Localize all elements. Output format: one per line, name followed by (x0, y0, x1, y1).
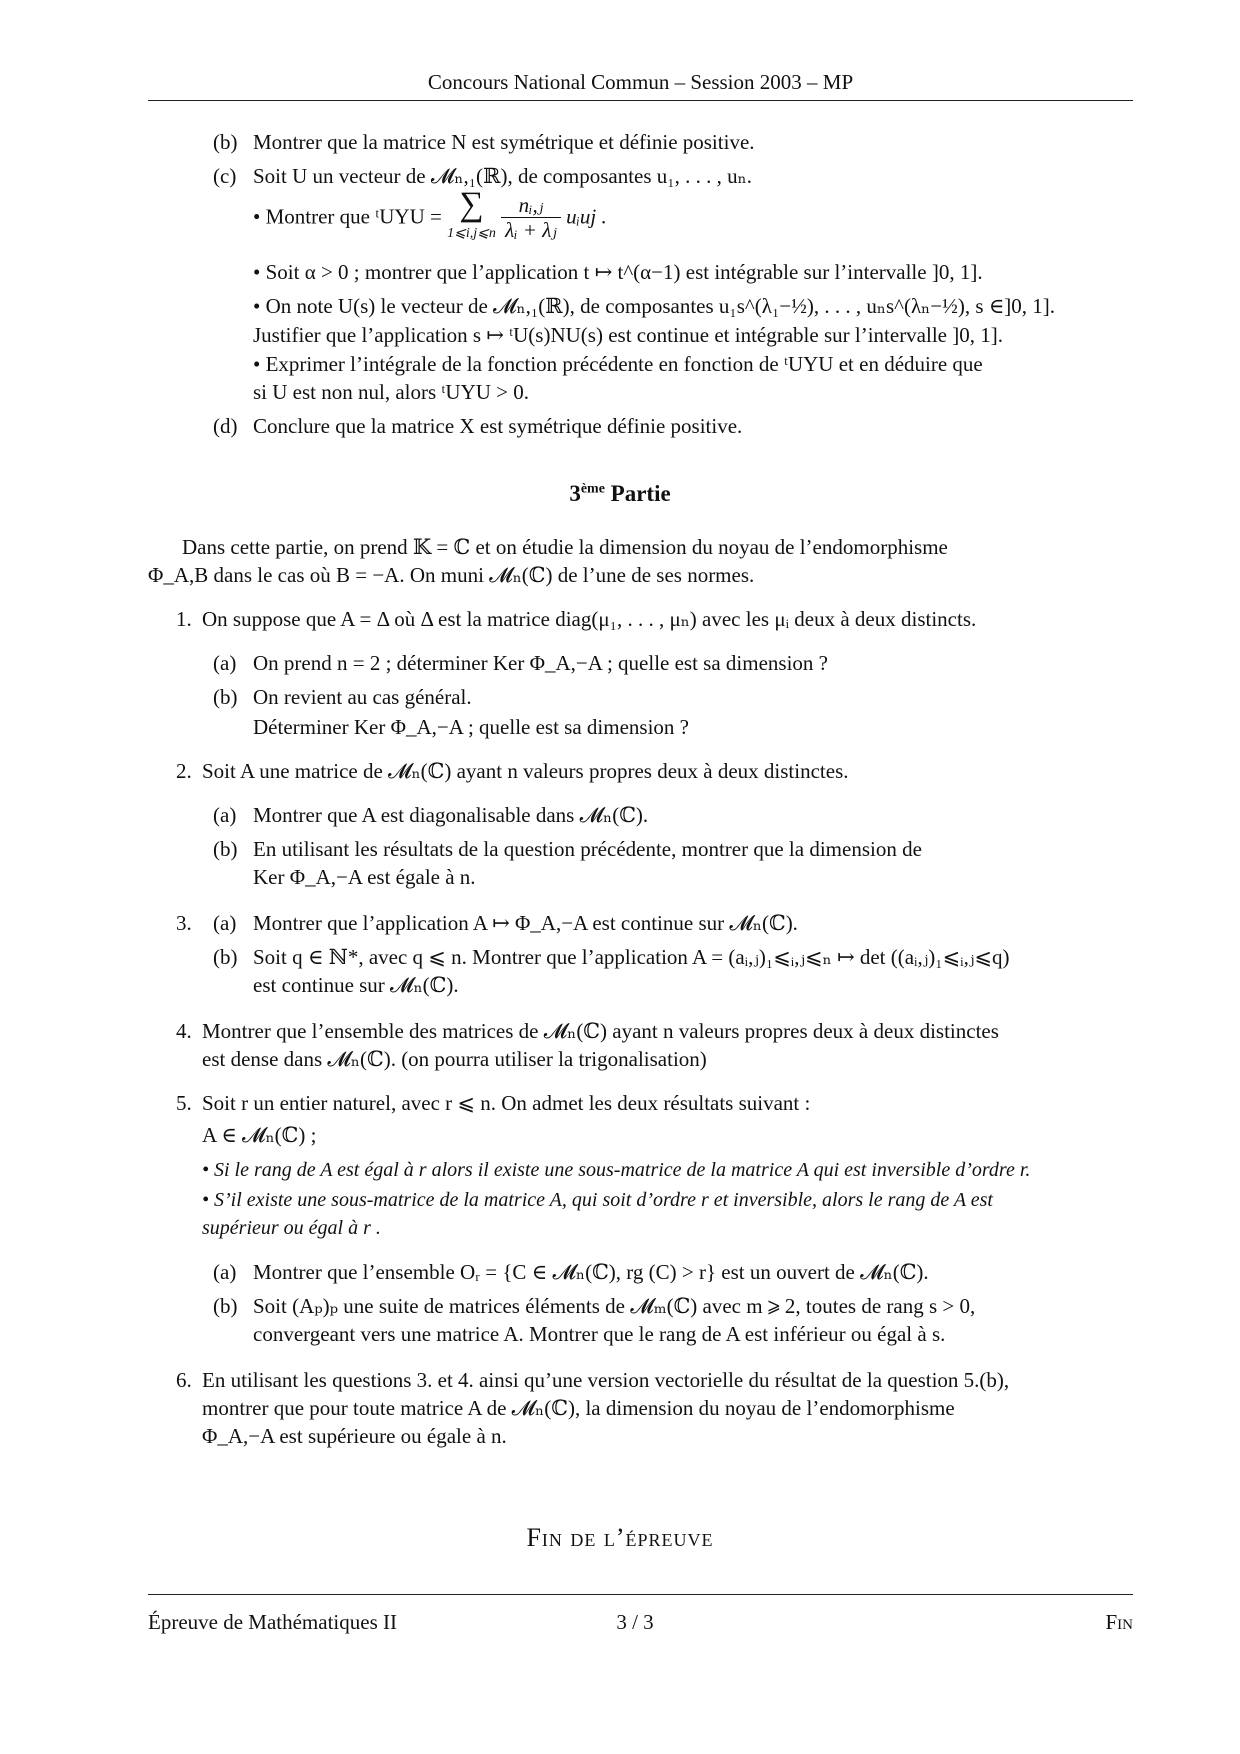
end-title (0, 1523, 1240, 1553)
bullet-integrable: • Soit α > 0 ; montrer que l’application t ↦ t^(α−1) est intégrable sur l’intervalle ]0, 1]. (253, 260, 983, 284)
question-5a-text: Montrer que l’ensemble Oᵣ = {C ∈ 𝓜ₙ(ℂ), rg (C) > r} est un ouvert de 𝓜ₙ(ℂ). (253, 1260, 929, 1284)
question-2b-label: (b) (213, 837, 238, 861)
footer-left: Épreuve de Mathématiques II (148, 1610, 397, 1634)
question-6-line-2: montrer que pour toute matrice A de 𝓜ₙ(ℂ), la dimension du noyau de l’endomorphisme (202, 1396, 955, 1420)
question-6-line-1: En utilisant les questions 3. et 4. ainsi qu’une version vectorielle du résultat de la question 5.(b), (202, 1368, 1010, 1392)
question-1-text: On suppose que A = Δ où Δ est la matrice diag(μ₁, . . . , μₙ) avec les μᵢ deux à deux distincts. (202, 607, 977, 631)
question-3b-line-2: est continue sur 𝓜ₙ(ℂ). (253, 973, 459, 997)
question-1-label: 1. (176, 607, 192, 631)
item-label-b: (b) (213, 130, 238, 154)
header-rule (148, 100, 1133, 101)
question-5-label: 5. (176, 1091, 192, 1115)
question-5a-label: (a) (213, 1260, 237, 1284)
question-5-result-2-cont: supérieur ou égal à r . (202, 1217, 381, 1239)
item-label-d: (d) (213, 414, 238, 438)
question-1a-label: (a) (213, 651, 237, 675)
question-3b-label: (b) (213, 945, 238, 969)
end-title-text: Fin de l’épreuve (526, 1523, 714, 1552)
sum-operator: ∑ 1⩽i,j⩽n (447, 188, 496, 246)
page-header: Concours National Commun – Session 2003 – MP (427, 70, 854, 94)
question-3a-label: (a) (213, 911, 237, 935)
formula-prefix: • Montrer que ᵗUYU = (253, 204, 442, 229)
question-5b-line-1: Soit (Aₚ)ₚ une suite de matrices éléments de 𝓜ₘ(ℂ) avec m ⩾ 2, toutes de rang s > 0, (253, 1294, 976, 1318)
page-number: 3 / 3 (616, 1610, 654, 1634)
bullet-express: • Exprimer l’intégrale de la fonction précédente en fonction de ᵗUYU et en déduire que (253, 352, 983, 376)
section-title (0, 481, 1240, 507)
question-2a-text: Montrer que A est diagonalisable dans 𝓜ₙ(ℂ). (253, 803, 649, 827)
question-5-text: Soit r un entier naturel, avec r ⩽ n. On admet les deux résultats suivant : (202, 1091, 811, 1115)
question-2b-line-2: Ker Φ_A,−A est égale à n. (253, 865, 476, 889)
question-3b-line-1: Soit q ∈ ℕ*, avec q ⩽ n. Montrer que l’application A = (aᵢ,ⱼ)₁⩽ᵢ,ⱼ⩽ₙ ↦ det ((aᵢ,ⱼ)₁⩽ᵢ,ⱼ⩽q) (253, 945, 1010, 969)
intro-line-1: Dans cette partie, on prend 𝕂 = ℂ et on étudie la dimension du noyau de l’endomorphisme (182, 535, 948, 559)
question-5b-label: (b) (213, 1294, 238, 1318)
item-text-d: Conclure que la matrice X est symétrique définie positive. (253, 414, 743, 438)
fraction-numerator: nᵢ,ⱼ (501, 193, 561, 218)
bullet-vector-us: • On note U(s) le vecteur de 𝓜ₙ,₁(ℝ), de composantes u₁s^(λ₁−½), . . . , uₙs^(λₙ−½), s ∈]0, 1]. (253, 294, 1056, 318)
question-4-label: 4. (176, 1019, 192, 1043)
question-3a-text: Montrer que l’application A ↦ Φ_A,−A est continue sur 𝓜ₙ(ℂ). (253, 911, 798, 935)
intro-line-2: Φ_A,B dans le cas où B = −A. On muni 𝓜ₙ(ℂ) de l’une de ses normes. (148, 563, 755, 587)
question-2b-line-1: En utilisant les résultats de la question précédente, montrer que la dimension de (253, 837, 922, 861)
title-word: Partie (604, 481, 671, 506)
question-1b-label: (b) (213, 685, 238, 709)
question-5-result-1: • Si le rang de A est égal à r alors il existe une sous-matrice de la matrice A qui est inversible d’ordre r. (202, 1159, 1031, 1181)
formula-tuyu (253, 188, 607, 246)
question-5-result-2: • S’il existe une sous-matrice de la matrice A, qui soit d’ordre r et inversible, alors le rang de A est (202, 1189, 993, 1211)
question-2-text: Soit A une matrice de 𝓜ₙ(ℂ) ayant n valeurs propres deux à deux distinctes. (202, 759, 849, 783)
sum-subscript: 1⩽i,j⩽n (447, 226, 496, 241)
question-4-line-2: est dense dans 𝓜ₙ(ℂ). (on pourra utiliser la trigonalisation) (202, 1047, 707, 1071)
item-text-b: Montrer que la matrice N est symétrique et définie positive. (253, 130, 755, 154)
formula-tail: uᵢuj . (566, 204, 607, 229)
title-superscript: ème (580, 481, 605, 497)
title-number: 3 (569, 481, 581, 506)
question-5-matrix: A ∈ 𝓜ₙ(ℂ) ; (202, 1123, 317, 1147)
question-3-label: 3. (176, 911, 192, 935)
question-2a-label: (a) (213, 803, 237, 827)
footer-rule (148, 1594, 1133, 1595)
item-label-c: (c) (213, 164, 237, 188)
fraction-denominator: λᵢ + λⱼ (505, 217, 557, 242)
bullet-justify: Justifier que l’application s ↦ ᵗU(s)NU(s) est continue et intégrable sur l’intervalle ]0, 1]. (253, 323, 1003, 347)
bullet-express-cont: si U est non nul, alors ᵗUYU > 0. (253, 380, 530, 404)
fraction (501, 193, 561, 242)
question-2-label: 2. (176, 759, 192, 783)
question-4-line-1: Montrer que l’ensemble des matrices de 𝓜ₙ(ℂ) ayant n valeurs propres deux à deux distinctes (202, 1019, 999, 1043)
question-1b-line-1: On revient au cas général. (253, 685, 472, 709)
question-1b-line-2: Déterminer Ker Φ_A,−A ; quelle est sa dimension ? (253, 715, 689, 739)
question-1a-text: On prend n = 2 ; déterminer Ker Φ_A,−A ; quelle est sa dimension ? (253, 651, 828, 675)
footer-right: Fin (1105, 1610, 1133, 1634)
question-6-line-3: Φ_A,−A est supérieure ou égale à n. (202, 1424, 507, 1448)
question-6-label: 6. (176, 1368, 192, 1392)
item-text-c: Soit U un vecteur de 𝓜ₙ,₁(ℝ), de composantes u₁, . . . , uₙ. (253, 164, 752, 188)
question-5b-line-2: convergeant vers une matrice A. Montrer que le rang de A est inférieur ou égal à s. (253, 1322, 946, 1346)
